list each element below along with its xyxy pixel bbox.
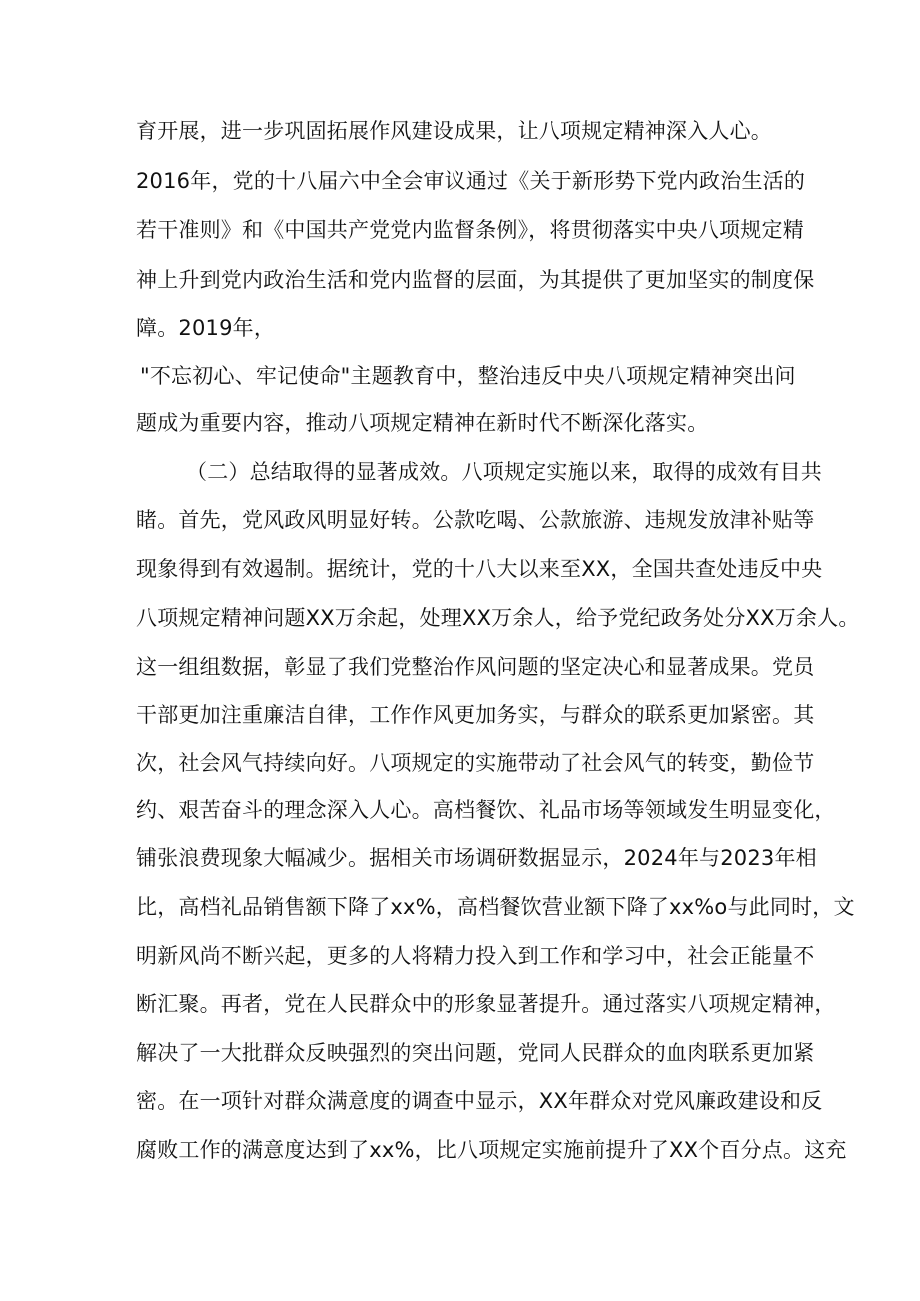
text-line-22: 腐败工作的满意度达到了xx%，比八项规定实施前提升了XX个百分点。这充 bbox=[136, 1138, 847, 1162]
text-line-2: 2016年，党的十八届六中全会审议通过《关于新形势下党内政治生活的 bbox=[136, 169, 806, 193]
text-line-13: 干部更加注重廉洁自律，工作作风更加务实，与群众的联系更加紧密。其 bbox=[136, 703, 815, 727]
text-line-15: 约、艰苦奋斗的理念深入人心。高档餐饮、礼品市场等领域发生明显变化， bbox=[136, 798, 836, 822]
text-line-3: 若干准则》和《中国共产党党内监督条例》，将贯彻落实中央八项规定精 bbox=[136, 218, 804, 242]
text-line-1: 育开展，进一步巩固拓展作风建设成果，让八项规定精神深入人心。 bbox=[136, 119, 772, 143]
text-line-16: 铺张浪费现象大幅减少。据相关市场调研数据显示，2024年与2023年相 bbox=[136, 846, 817, 870]
text-line-18: 明新风尚不断兴起，更多的人将精力投入到工作和学习中，社会正能量不 bbox=[136, 944, 815, 968]
text-line-21: 密。在一项针对群众满意度的调查中显示，XX年群众对党风廉政建设和反 bbox=[136, 1089, 823, 1113]
text-line-20: 解决了一大批群众反映强烈的突出问题，党同人民群众的血肉联系更加紧 bbox=[136, 1041, 815, 1065]
text-line-7: 题成为重要内容，推动八项规定精神在新时代不断深化落实。 bbox=[136, 411, 709, 435]
text-line-9: 睹。首先，党风政风明显好转。公款吃喝、公款旅游、违规发放津补贴等 bbox=[136, 508, 815, 532]
text-line-10: 现象得到有效遏制。据统计，党的十八大以来至XX，全国共查处违反中央 bbox=[136, 557, 823, 581]
text-line-11: 八项规定精神问题XX万余起，处理XX万余人，给予党纪政务处分XX万余人。 bbox=[136, 606, 860, 630]
text-line-8: （二）总结取得的显著成效。八项规定实施以来，取得的成效有目共 bbox=[186, 460, 822, 484]
text-line-5: 障。2019年， bbox=[136, 316, 276, 340]
text-line-4: 神上升到党内政治生活和党内监督的层面，为其提供了更加坚实的制度保 bbox=[136, 268, 815, 292]
text-line-19: 断汇聚。再者，党在人民群众中的形象显著提升。通过落实八项规定精神， bbox=[136, 992, 836, 1016]
text-line-6: "不忘初心、牢记使命"主题教育中，整治违反中央八项规定精神突出问 bbox=[140, 364, 796, 388]
text-line-17: 比，高档礼品销售额下降了xx%，高档餐饮营业额下降了xx%o与此同时，文 bbox=[136, 895, 855, 919]
text-line-14: 次，社会风气持续向好。八项规定的实施带动了社会风气的转变，勤俭节 bbox=[136, 751, 815, 775]
text-line-12: 这一组组数据，彰显了我们党整治作风问题的坚定决心和显著成果。党员 bbox=[136, 655, 815, 679]
